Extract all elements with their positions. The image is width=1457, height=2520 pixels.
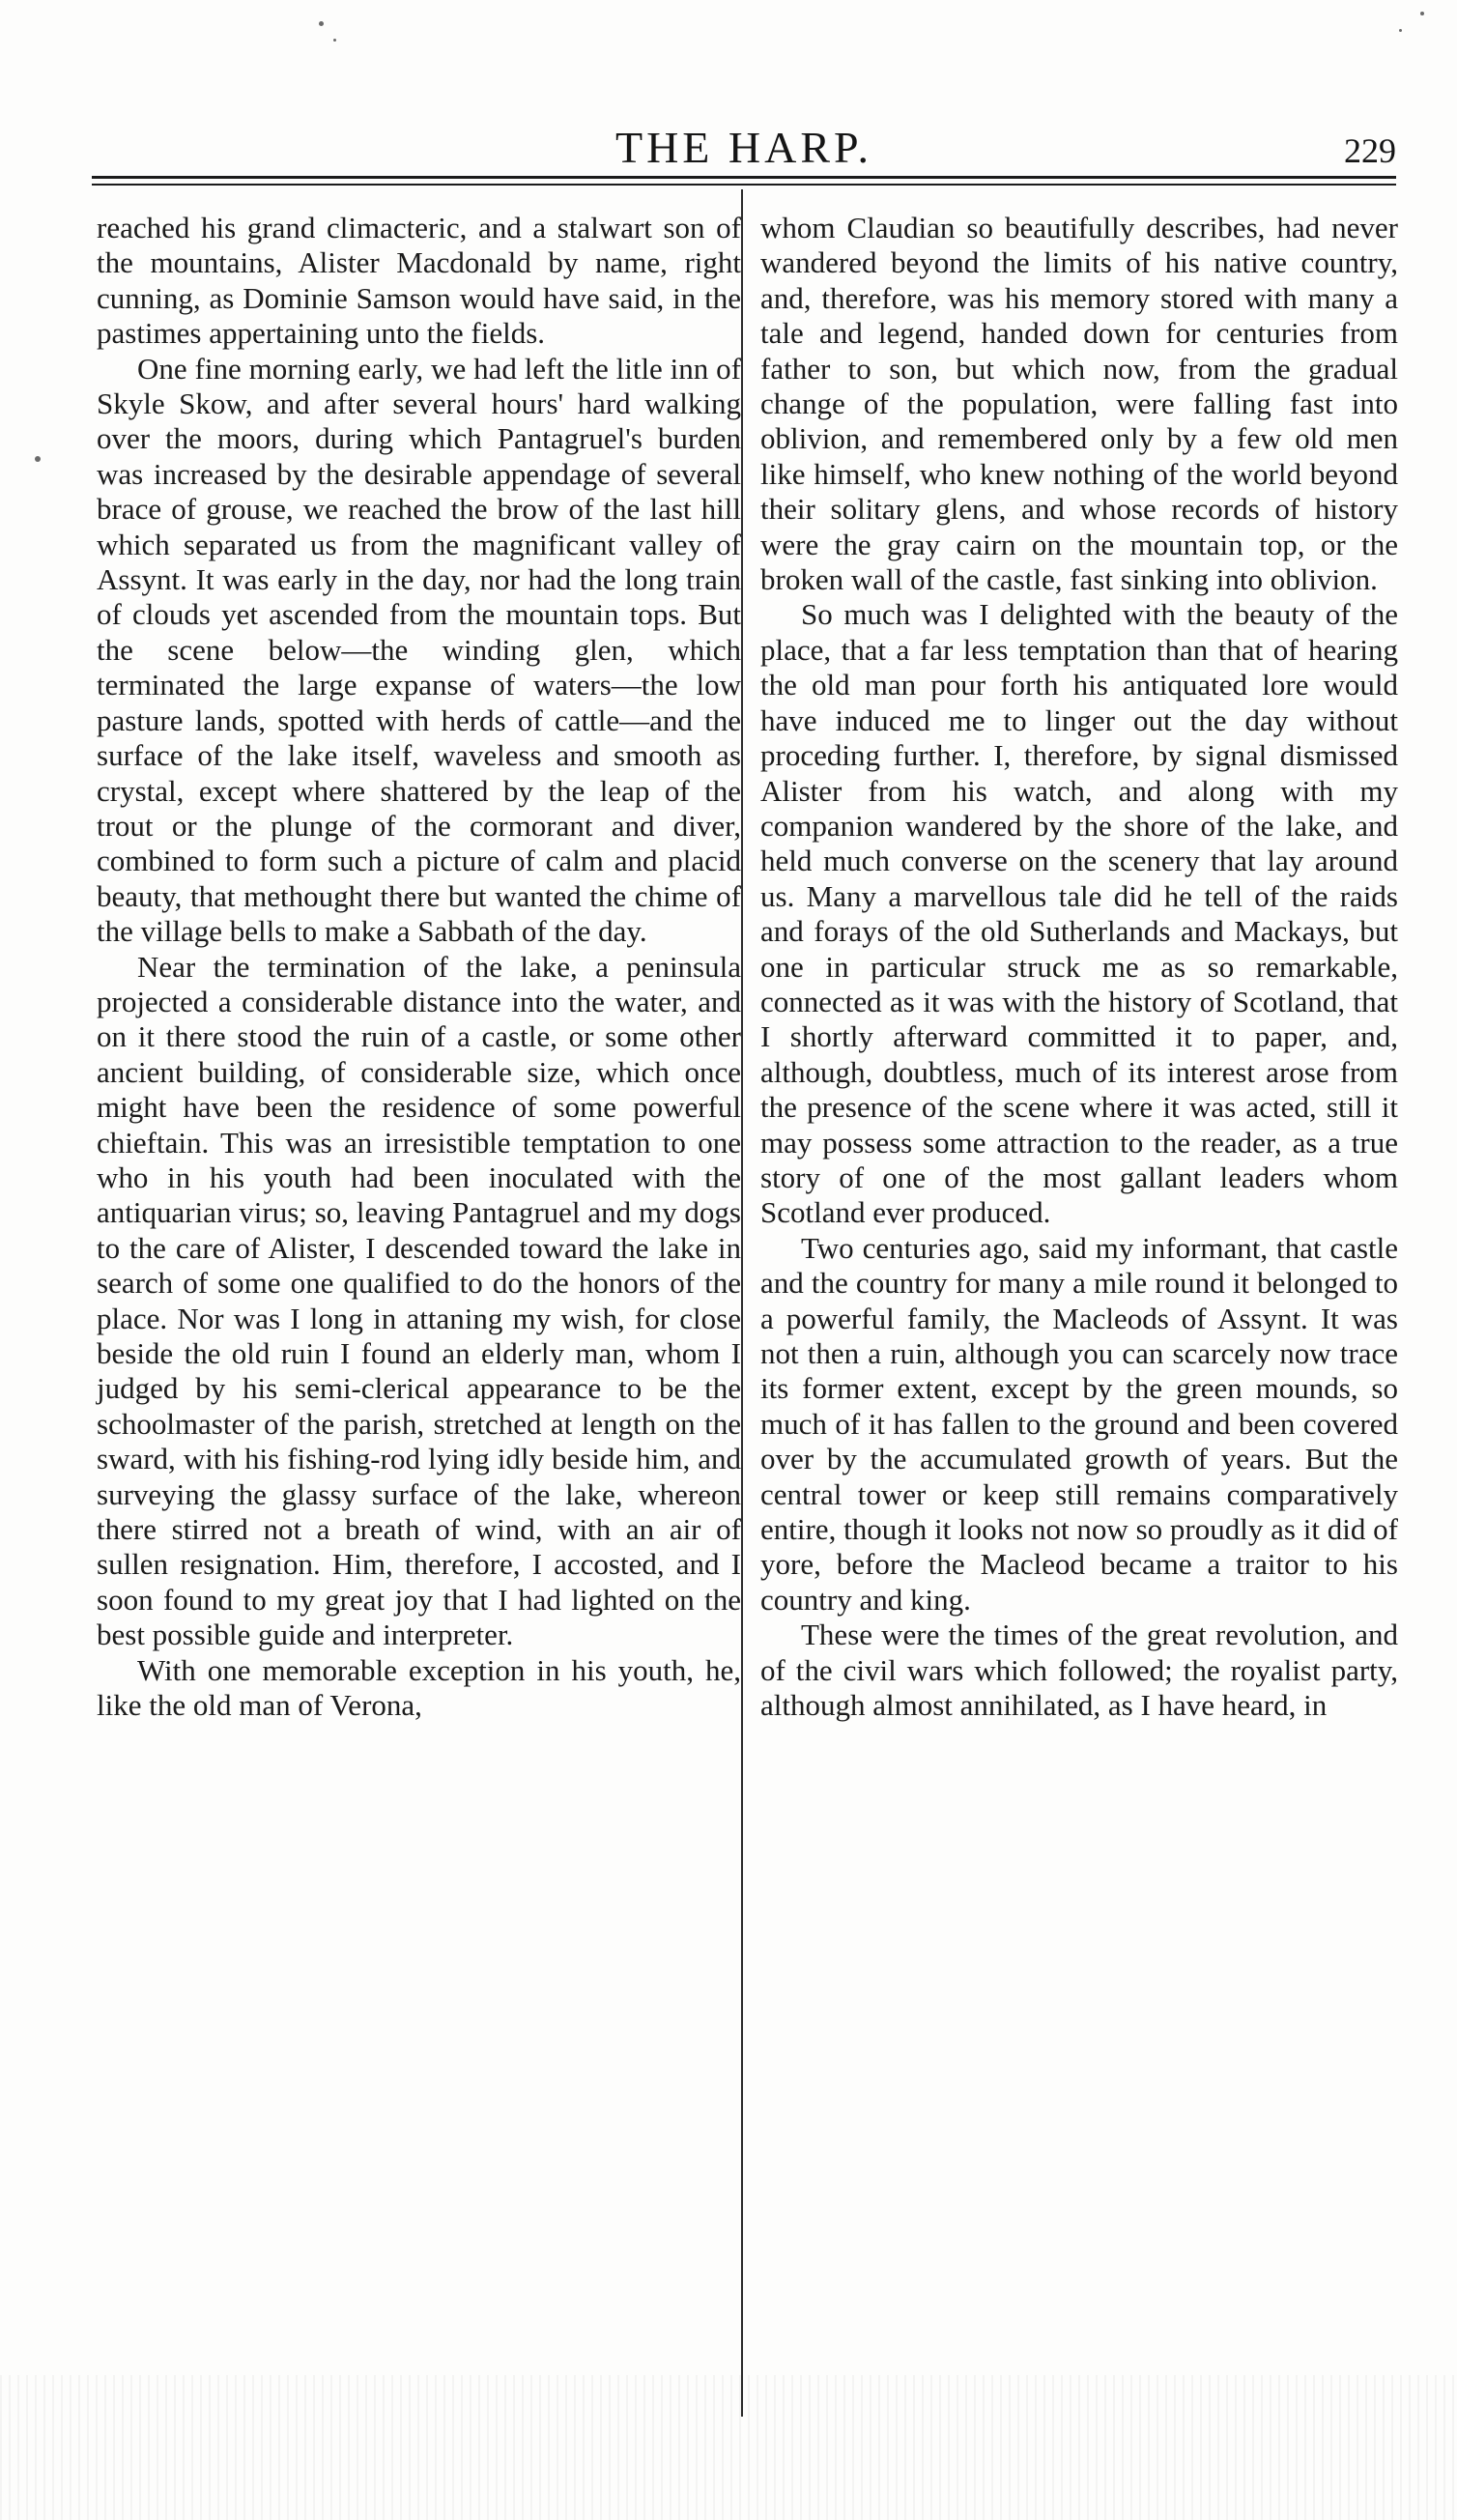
header-rule-thin xyxy=(92,184,1396,186)
scan-speck xyxy=(319,21,324,26)
scan-noise xyxy=(0,2375,1457,2520)
paragraph: These were the times of the great revolution, and of the civil wars which followed; the royalist party, although almost annihilated, as I have heard, in xyxy=(760,1618,1398,1723)
scan-speck xyxy=(1420,12,1424,15)
paragraph: So much was I delighted with the beauty of the place, that a far less temptation than that of hearing the old man pour forth his antiquated lore would have induced me to linger out the day without proceding further. I, therefore, by signal dismissed Alister from his watch, and along with my companion wandered by the shore of the lake, and held much converse on the scenery that lay around us. Many a marvellous tale did he tell of the raids and forays of the old Sutherlands and Mackays, but one in particular struck me as so remarkable, connected as it was with the history of Scotland, that I shortly afterward committed it to paper, and, although, doubtless, much of its interest arose from the presence of the scene where it was acted, still it may possess some attraction to the reader, as a true story of one of the most gallant leaders whom Scotland ever produced. xyxy=(760,597,1398,1230)
scan-speck xyxy=(35,456,41,462)
page-title: THE HARP. xyxy=(614,123,873,172)
left-column xyxy=(97,211,741,1723)
right-column xyxy=(760,211,1398,1723)
column-divider xyxy=(741,189,743,2417)
page-header xyxy=(92,114,1396,182)
paragraph: Two centuries ago, said my informant, that castle and the country for many a mile round it belonged to a powerful family, the Macleods of Assynt. It was not then a ruin, although you can scarcely now trace its former extent, except by the green mounds, so much of it has fallen to the ground and been covered over by the accumulated growth of years. But the central tower or keep still remains comparatively entire, though it looks not now so proudly as it did of yore, before the Macleod became a traitor to his country and king. xyxy=(760,1230,1398,1617)
paragraph: whom Claudian so beautifully describes, had never wandered beyond the limits of his native country, and, therefore, was his memory stored with many a tale and legend, handed down for centuries from father to son, but which now, from the gradual change of the population, were falling fast into oblivion, and remembered only by a few old men like himself, who knew nothing of the world beyond their solitary glens, and whose records of history were the gray cairn on the mountain top, or the broken wall of the castle, fast sinking into oblivion. xyxy=(760,211,1398,597)
header-rule-thick xyxy=(92,176,1396,179)
paragraph: Near the termination of the lake, a peninsula projected a considerable distance into the water, and on it there stood the ruin of a castle, or some other ancient building, of considerable size, which once might have been the residence of some powerful chieftain. This was an irresistible temptation to one who in his youth had been inoculated with the antiquarian virus; so, leaving Pantagruel and my dogs to the care of Alister, I descended toward the lake in search of some one qualified to do the honors of the place. Nor was I long in attaning my wish, for close beside the old ruin I found an elderly man, whom I judged by his semi-clerical appearance to be the schoolmaster of the parish, stretched at length on the sward, with his fishing-rod lying idly beside him, and surveying the glassy surface of the lake, whereon there stirred not a breath of wind, with an air of sullen resignation. Him, therefore, I accosted, and I soon found to my great joy that I had lighted on the best possible guide and interpreter. xyxy=(97,949,741,1652)
page-number: 229 xyxy=(1344,131,1396,170)
scan-speck xyxy=(333,39,336,42)
scan-speck xyxy=(1399,29,1402,32)
paragraph: One fine morning early, we had left the litle inn of Skyle Skow, and after several hours' hard walking over the moors, during which Pantagruel's burden was increased by the desirable appendage of several brace of grouse, we reached the brow of the last hill which separated us from the magnificant valley of Assynt. It was early in the day, nor had the long train of clouds yet ascended from the mountain tops. But the scene below—the winding glen, which terminated the large expanse of waters—the low pasture lands, spotted with herds of cattle—and the surface of the lake itself, waveless and smooth as crystal, except where shattered by the leap of the trout or the plunge of the cormorant and diver, combined to form such a picture of calm and placid beauty, that methought there but wanted the chime of the village bells to make a Sabbath of the day. xyxy=(97,351,741,949)
paragraph: reached his grand climacteric, and a stalwart son of the mountains, Alister Macdonald by name, right cunning, as Dominie Samson would have said, in the pastimes appertaining unto the fields. xyxy=(97,211,741,351)
paragraph: With one memorable exception in his youth, he, like the old man of Verona, xyxy=(97,1652,741,1723)
